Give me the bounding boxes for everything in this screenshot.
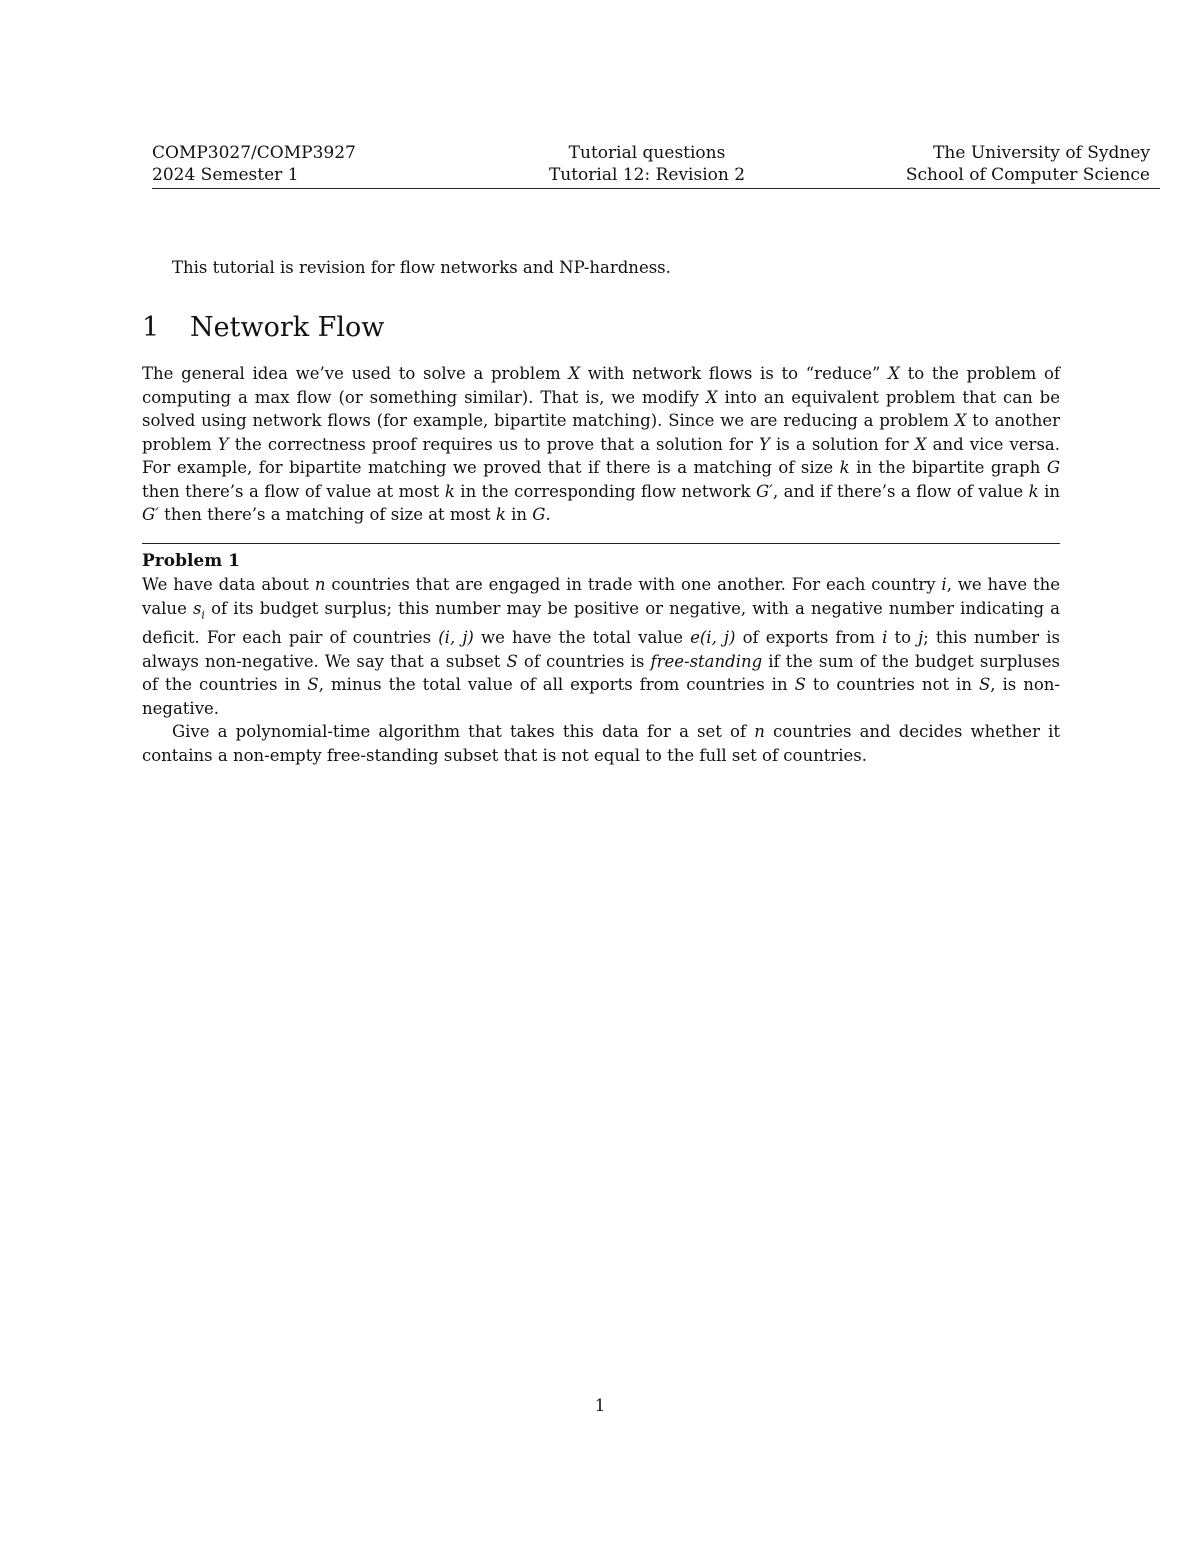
text-run: of exports from <box>735 628 883 648</box>
math-var: X <box>954 411 967 430</box>
emphasis-term: free-standing <box>650 651 763 671</box>
page-number: 1 <box>594 1396 606 1415</box>
header-tutorial-title: Tutorial 12: Revision 2 <box>548 165 746 185</box>
text-run: then there’s a flow of value at most <box>142 481 445 501</box>
text-run: countries and decides whether it contains a non-empty free-standing subset that is not equal to the full set of countries. <box>142 722 1061 765</box>
math-var: G <box>1046 458 1060 477</box>
section-number: 1 <box>142 312 160 343</box>
problem-title: Problem 1 <box>142 551 240 571</box>
math-expr: e(i, j) <box>690 628 736 648</box>
header-course <box>152 142 356 186</box>
math-var: G′ <box>142 505 159 524</box>
text-run: we have the total value <box>473 628 691 648</box>
text-run: We have data about <box>142 575 315 594</box>
text-run: ; this number is always non-negative. We say that a subset <box>142 628 1060 671</box>
text-run: and vice versa. For example, for bipartite matching we proved that if there is a matching of size <box>142 434 1060 477</box>
text-run: , minus the total value of all exports from countries in <box>318 675 795 695</box>
math-var: k <box>444 481 455 501</box>
text-run: to another problem <box>142 411 1060 454</box>
math-var: S <box>506 651 518 671</box>
header-course-code: COMP3027/COMP3927 <box>152 143 356 163</box>
problem-divider <box>142 543 1060 544</box>
text-run: is a solution for <box>769 434 915 454</box>
header-university: The University of Sydney <box>933 143 1150 163</box>
text-run: . <box>545 505 551 524</box>
math-var: X <box>914 434 927 454</box>
header-semester: 2024 Semester 1 <box>152 165 299 185</box>
text-run: , and if there’s a flow of value <box>772 481 1029 501</box>
math-var: G <box>532 505 546 524</box>
problem-statement <box>142 573 1060 767</box>
text-run: into an equivalent problem that can be solved using network flows (for example, bipartite matching). Since we are reducing a problem <box>142 387 1060 430</box>
text-run: in the bipartite graph <box>849 458 1047 477</box>
math-var: k <box>1028 481 1039 501</box>
math-var: X <box>568 364 581 383</box>
text-run: then there’s a matching of size at most <box>158 505 496 524</box>
text-run: , is non-negative. <box>142 675 1060 718</box>
text-run: with network flows is to “reduce” <box>580 364 889 383</box>
math-var: X <box>888 364 900 383</box>
math-var: k <box>839 458 850 477</box>
header-institution <box>906 142 1150 186</box>
text-run: Give a polynomial-time algorithm that takes this data for a set of <box>172 722 755 742</box>
text-run: if the sum of the budget surpluses of the countries in <box>142 651 1060 695</box>
math-var: k <box>495 505 506 524</box>
math-var: j <box>918 628 924 648</box>
math-var: Y <box>217 434 229 454</box>
intro-text: This tutorial is revision for flow networks and NP-hardness. <box>172 258 671 277</box>
text-run: to <box>887 628 919 648</box>
math-var: S <box>978 675 991 695</box>
header-tutorial-type: Tutorial questions <box>568 143 726 163</box>
math-var: n <box>754 722 765 742</box>
text-run: , we have the value <box>142 575 1060 618</box>
text-run: of its budget surplus; this number may be positive or negative, with a negative number indicating a deficit. For each pair of countries <box>142 598 1060 648</box>
text-run: in the corresponding flow network <box>454 481 756 501</box>
section-heading <box>142 310 384 346</box>
math-var: Y <box>759 434 770 454</box>
math-expr: (i, j) <box>438 628 474 648</box>
text-run: of countries is <box>517 651 651 671</box>
section-paragraph <box>142 362 1060 527</box>
text-run: the correctness proof requires us to prove that a solution for <box>228 434 759 454</box>
text-run: to countries not in <box>805 675 979 695</box>
text-run: countries that are engaged in trade with one another. For each country <box>325 575 942 594</box>
text-run: in <box>505 505 533 524</box>
math-var: X <box>705 387 718 407</box>
math-var: i <box>882 628 888 648</box>
math-var: i <box>941 575 947 594</box>
text-run: to the problem of computing a max flow (or something similar). That is, we modify <box>142 364 1060 407</box>
math-var: G′ <box>756 481 773 501</box>
header-tutorial <box>452 142 842 186</box>
text-run: The general idea we’ve used to solve a problem <box>142 364 569 383</box>
math-subscript: i <box>201 607 205 621</box>
header-school: School of Computer Science <box>905 165 1150 185</box>
math-var: S <box>794 675 806 695</box>
math-var: s <box>192 598 202 618</box>
math-var: S <box>307 675 319 695</box>
page-header <box>152 142 1160 189</box>
text-run: in <box>1038 481 1060 501</box>
math-var: n <box>314 575 326 594</box>
section-title: Network Flow <box>190 312 385 343</box>
